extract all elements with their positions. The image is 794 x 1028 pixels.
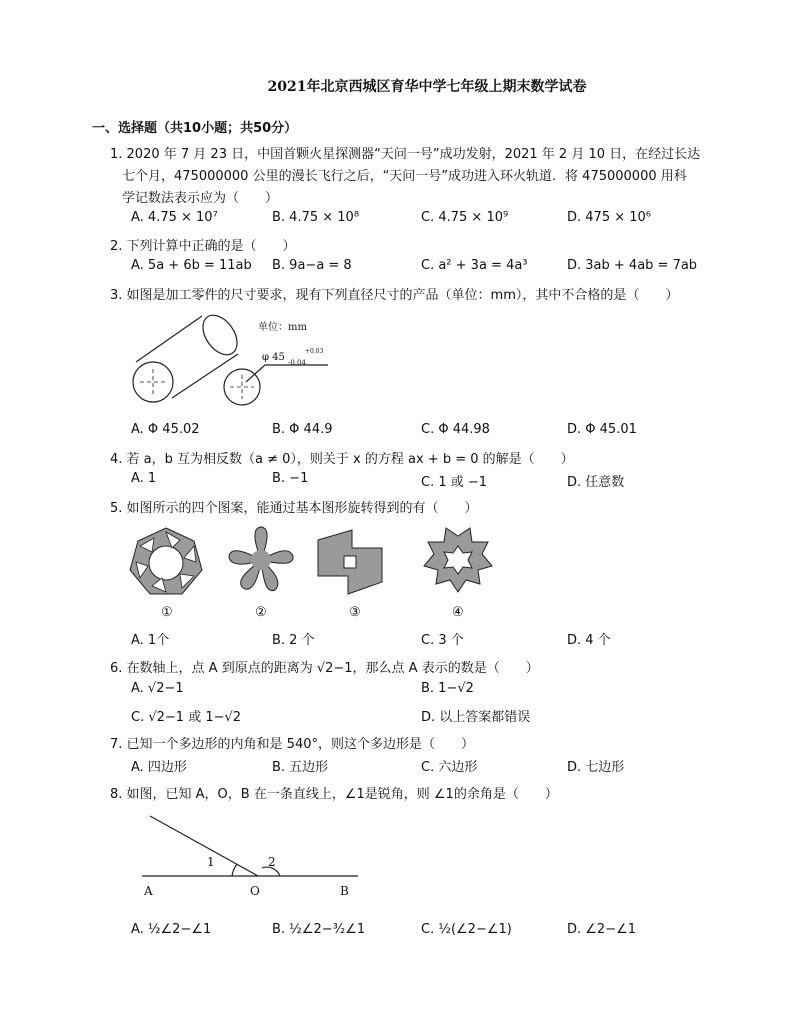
pattern-figure-3 [314,526,386,598]
q6-option-a: A. √2−1 [131,681,184,696]
q7-option-d: D. 七边形 [567,760,625,775]
question-7-line-1: 7. 已知一个多边形的内角和是 540°，则这个多边形是（ ） [110,737,474,752]
q4-option-b: B. −1 [272,471,309,486]
q6-option-b: B. 1−√2 [421,681,474,696]
q1-option-c: C. 4.75 × 10⁹ [421,210,509,225]
q2-option-c: C. a² + 3a = 4a³ [421,258,528,273]
q1-option-d: D. 475 × 10⁶ [567,210,651,225]
question-6-line-1: 6. 在数轴上，点 A 到原点的距离为 √2−1，那么点 A 表示的数是（ ） [110,661,539,676]
q5-option-a: A. 1个 [131,633,170,648]
cylinder-part-figure [120,310,360,420]
question-8-line-1: 8. 如图，已知 A，O，B 在一条直线上，∠1是锐角，则 ∠1的余角是（ ） [110,787,558,802]
q6-option-c: C. √2−1 或 1−√2 [131,710,242,725]
question-5-line-1: 5. 如图所示的四个图案，能通过基本图形旋转得到的有（ ） [110,501,478,516]
point-a-label: A [144,884,153,898]
q8-option-d: D. ∠2−∠1 [567,922,637,937]
pattern-label-1: ① [161,605,173,620]
point-b-label: B [340,884,349,898]
pattern-label-4: ④ [452,605,464,620]
q8-option-a: A. ½∠2−∠1 [131,922,212,937]
question-1-line-3: 学记数法表示应为（ ） [122,191,279,206]
q7-option-c: C. 六边形 [421,760,478,775]
figure-unit-label: 单位：mm [258,322,307,333]
pattern-figure-4 [420,524,496,596]
q8-option-c: C. ½(∠2−∠1) [421,922,512,937]
angle-1-label: 1 [207,855,215,869]
q5-option-b: B. 2 个 [272,633,315,648]
q5-option-d: D. 4 个 [567,633,611,648]
q2-option-a: A. 5a + 6b = 11ab [131,258,252,273]
question-1-line-2: 七个月，475000000 公里的漫长飞行之后，“天问一号”成功进入环火轨道．将 475000000 用科 [122,169,687,184]
q4-option-a: A. 1 [131,471,157,486]
point-o-label: O [250,884,260,898]
question-1-line-1: 1. 2020 年 7 月 23 日，中国首颗火星探测器“天问一号”成功发射，2021 年 2 月 10 日，在经过长达 [110,147,701,162]
q2-option-d: D. 3ab + 4ab = 7ab [567,258,698,273]
q1-option-b: B. 4.75 × 10⁸ [272,210,360,225]
q2-option-b: B. 9a−a = 8 [272,258,352,273]
q5-option-c: C. 3 个 [421,633,464,648]
question-2-line-1: 2. 下列计算中正确的是（ ） [110,239,296,254]
pattern-figure-1 [128,526,204,596]
q6-option-d: D. 以上答案都错误 [421,710,531,725]
figure-lower-tolerance: -0.04 [288,359,306,367]
question-4-line-1: 4. 若 a，b 互为相反数（a ≠ 0），则关于 x 的方程 ax + b = 0 的解是（ ） [110,452,574,467]
figure-diameter-label: φ 45 [262,352,285,363]
q3-option-d: D. Φ 45.01 [567,422,637,437]
pattern-label-2: ② [255,605,267,620]
q7-option-a: A. 四边形 [131,760,187,775]
q8-option-b: B. ½∠2−³⁄₂∠1 [272,922,366,937]
q3-option-b: B. Φ 44.9 [272,422,333,437]
section-heading: 一、选择题（共10小题；共50分） [92,121,298,136]
q4-option-c: C. 1 或 −1 [421,475,488,490]
pattern-figure-2 [225,524,297,596]
q3-option-a: A. Φ 45.02 [131,422,200,437]
question-3-line-1: 3. 如图是加工零件的尺寸要求，现有下列直径尺寸的产品（单位：mm），其中不合格的是（ ） [110,288,679,303]
q1-option-a: A. 4.75 × 10⁷ [131,210,218,225]
figure-upper-tolerance: +0.03 [305,348,324,355]
angle-2-label: 2 [268,855,276,869]
q7-option-b: B. 五边形 [272,760,329,775]
page-title: 2021年北京西城区育华中学七年级上期末数学试卷 [267,79,587,95]
q3-option-c: C. Φ 44.98 [421,422,490,437]
q4-option-d: D. 任意数 [567,475,625,490]
pattern-label-3: ③ [349,605,361,620]
